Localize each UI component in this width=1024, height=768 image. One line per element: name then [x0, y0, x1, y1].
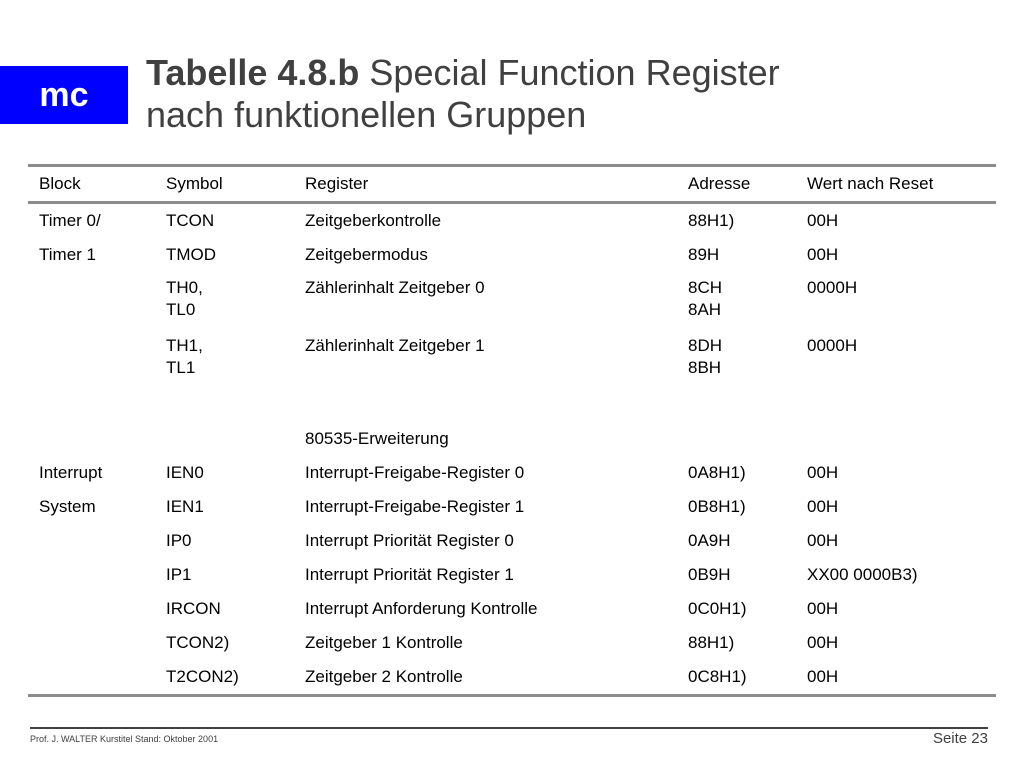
page-number: Seite 23	[932, 730, 988, 747]
cell-address: 0C0H1)	[688, 599, 747, 618]
cell-address	[677, 422, 796, 456]
table-row	[28, 204, 996, 238]
cell-reset-value: 00H	[807, 531, 839, 550]
cell-address: 0B9H	[688, 565, 731, 584]
header-block: Block	[39, 174, 81, 193]
cell-symbol: TH0, TL0	[166, 278, 203, 319]
table-row	[28, 524, 996, 558]
cell-symbol: IEN1	[166, 497, 204, 516]
cell-block	[28, 660, 155, 694]
table-row	[28, 272, 996, 330]
title-rest: Special Function Register	[359, 52, 780, 93]
cell-reset-value: 00H	[807, 633, 839, 652]
cell-block	[28, 524, 155, 558]
table-row	[28, 660, 996, 694]
cell-register: Zählerinhalt Zeitgeber 1	[305, 336, 485, 355]
table-row	[28, 626, 996, 660]
table-row	[28, 422, 996, 456]
cell-symbol: TMOD	[166, 245, 217, 264]
cell-address: 0C8H1)	[688, 667, 747, 686]
cell-symbol: IRCON	[166, 599, 221, 618]
cell-register	[294, 388, 677, 422]
footer-author: Prof. J. WALTER Kurstitel Stand: Oktober 2001	[30, 734, 219, 744]
table-row	[28, 456, 996, 490]
table-row	[28, 592, 996, 626]
cell-address: 8CH 8AH	[688, 278, 723, 319]
cell-address: 0A8H1)	[688, 463, 746, 482]
cell-block	[28, 388, 155, 422]
cell-register: Zeitgeber 1 Kontrolle	[305, 633, 463, 652]
cell-reset-value	[796, 422, 996, 456]
cell-reset-value: 00H	[807, 245, 839, 264]
cell-register: Zeitgebermodus	[305, 245, 428, 264]
cell-register: Interrupt Priorität Register 0	[305, 531, 514, 550]
cell-block	[28, 330, 155, 388]
cell-address	[677, 388, 796, 422]
header-adresse: Adresse	[688, 174, 751, 193]
cell-symbol	[155, 422, 294, 456]
cell-block	[28, 422, 155, 456]
footer-rule	[30, 727, 988, 729]
cell-symbol: IP1	[166, 565, 192, 584]
cell-symbol: IP0	[166, 531, 192, 550]
title-bold: Tabelle 4.8.b	[146, 52, 360, 93]
cell-reset-value: 0000H	[807, 336, 858, 355]
cell-block	[28, 558, 155, 592]
cell-register: Zeitgeberkontrolle	[305, 211, 442, 230]
cell-block: Interrupt	[39, 463, 103, 482]
cell-reset-value: 0000H	[807, 278, 858, 297]
title-line2: nach funktionellen Gruppen	[146, 94, 587, 135]
cell-reset-value	[796, 388, 996, 422]
cell-register: Zählerinhalt Zeitgeber 0	[305, 278, 485, 297]
cell-address: 88H1)	[688, 211, 735, 230]
register-table	[28, 164, 996, 697]
cell-address: 0B8H1)	[688, 497, 746, 516]
cell-block: Timer 0/	[39, 211, 101, 230]
cell-register: 80535-Erweiterung	[305, 429, 449, 448]
table-row	[28, 490, 996, 524]
cell-block	[28, 626, 155, 660]
cell-reset-value: XX00 0000B3)	[807, 565, 918, 584]
cell-symbol: T2CON2)	[166, 667, 239, 686]
cell-block	[28, 272, 155, 330]
cell-address: 0A9H	[688, 531, 731, 550]
cell-block: Timer 1	[39, 245, 96, 264]
table-header-row	[28, 167, 996, 201]
cell-register: Interrupt-Freigabe-Register 1	[305, 497, 525, 516]
cell-reset-value: 00H	[807, 211, 839, 230]
cell-reset-value: 00H	[807, 599, 839, 618]
header-reset-value: Wert nach Reset	[807, 174, 934, 193]
cell-address: 88H1)	[688, 633, 735, 652]
cell-register: Interrupt Anforderung Kontrolle	[305, 599, 538, 618]
cell-reset-value: 00H	[807, 497, 839, 516]
cell-address: 8DH 8BH	[688, 336, 723, 377]
cell-symbol: TH1, TL1	[166, 336, 203, 377]
cell-symbol: TCON	[166, 211, 215, 230]
cell-register: Zeitgeber 2 Kontrolle	[305, 667, 463, 686]
table-row	[28, 238, 996, 272]
cell-symbol: TCON2)	[166, 633, 230, 652]
table-row	[28, 388, 996, 422]
cell-block	[28, 592, 155, 626]
cell-symbol: IEN0	[166, 463, 204, 482]
cell-register: Interrupt Priorität Register 1	[305, 565, 514, 584]
table-row	[28, 558, 996, 592]
slide-title	[146, 52, 1006, 136]
cell-register: Interrupt-Freigabe-Register 0	[305, 463, 525, 482]
mc-logo: mc	[0, 66, 128, 124]
header-symbol: Symbol	[166, 174, 223, 193]
cell-reset-value: 00H	[807, 667, 839, 686]
cell-address: 89H	[688, 245, 720, 264]
cell-block: System	[39, 497, 96, 516]
cell-reset-value: 00H	[807, 463, 839, 482]
cell-symbol	[155, 388, 294, 422]
table-bottom-rule	[28, 694, 996, 697]
table-row	[28, 330, 996, 388]
header-register: Register	[305, 174, 369, 193]
